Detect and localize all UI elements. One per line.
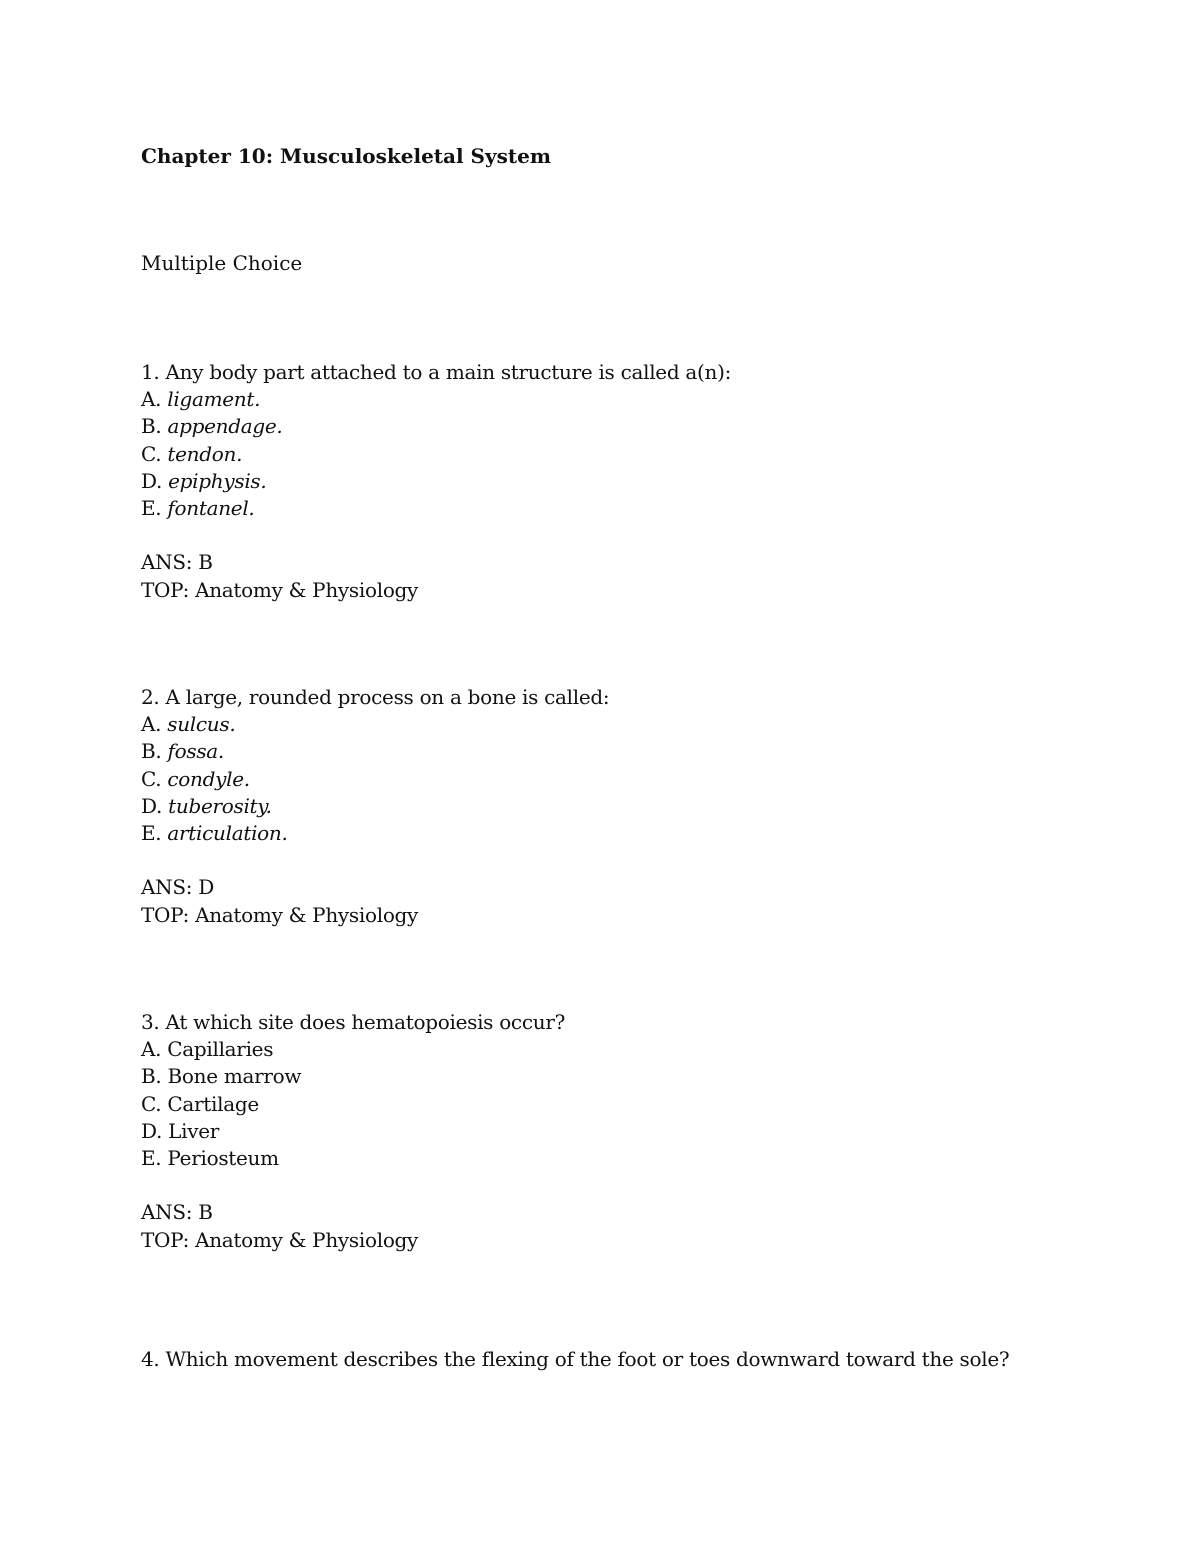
spacer: [141, 522, 731, 549]
question-2-stem: 2. A large, rounded process on a bone is called:: [141, 685, 610, 709]
question-1-stem: 1. Any body part attached to a main structure is called a(n):: [141, 360, 732, 384]
question-1-option-c: C. tendon.: [141, 441, 243, 466]
question-2-option-a: A. sulcus.: [141, 712, 236, 737]
question-1-option-b: B. appendage.: [141, 414, 283, 439]
question-3-answer: ANS: B: [141, 1200, 213, 1225]
question-3-option-b: B. Bone marrow: [141, 1064, 302, 1089]
question-2-option-c: C. condyle.: [141, 766, 250, 791]
spacer: [141, 847, 609, 874]
spacer: [141, 1172, 565, 1199]
question-1-option-e: E. fontanel.: [141, 496, 255, 521]
question-3-option-c: C. Cartilage: [141, 1091, 259, 1116]
question-3-option-d: D. Liver: [141, 1118, 220, 1143]
question-3: [141, 1009, 565, 1254]
question-2: [141, 684, 609, 929]
question-3-option-a: A. Capillaries: [141, 1037, 274, 1062]
question-1-answer: ANS: B: [141, 550, 213, 575]
question-1-option-a: A. ligament.: [141, 387, 261, 412]
document-title: Chapter 10: Musculoskeletal System: [141, 144, 552, 168]
question-2-answer: ANS: D: [141, 875, 214, 900]
question-3-topic: TOP: Anatomy & Physiology: [141, 1227, 419, 1252]
section-heading: Multiple Choice: [141, 251, 303, 275]
question-1: [141, 359, 731, 604]
question-1-option-d: D. epiphysis.: [141, 468, 267, 493]
question-2-option-d: D. tuberosity.: [141, 793, 272, 818]
question-3-option-e: E. Periosteum: [141, 1146, 279, 1171]
question-2-option-b: B. fossa.: [141, 739, 224, 764]
question-4: [141, 1346, 1009, 1373]
question-3-stem: 3. At which site does hematopoiesis occur?: [141, 1010, 566, 1034]
question-4-stem: 4. Which movement describes the flexing of the foot or toes downward toward the sole?: [141, 1347, 1010, 1371]
question-1-topic: TOP: Anatomy & Physiology: [141, 577, 419, 602]
question-2-topic: TOP: Anatomy & Physiology: [141, 902, 419, 927]
question-2-option-e: E. articulation.: [141, 821, 288, 846]
